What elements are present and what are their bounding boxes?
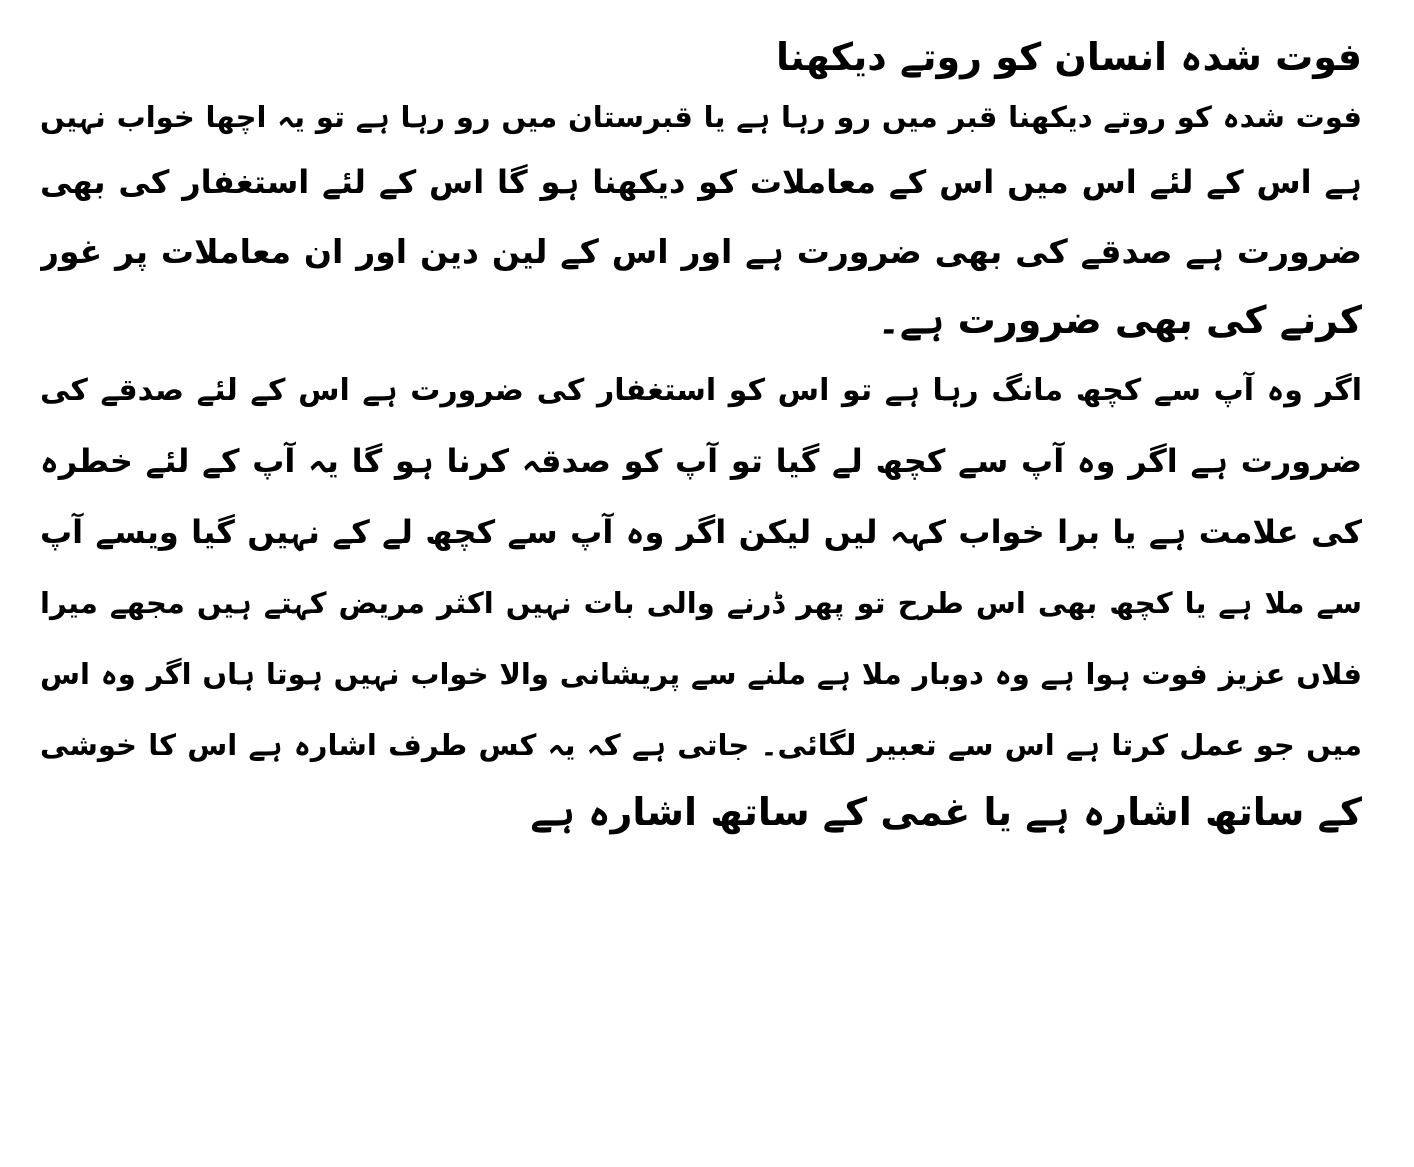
- paragraph-2-line: کی علامت ہے یا برا خواب کہہ لیں لیکن اگر وہ آپ سے کچھ لے کے نہیں گیا ویسے آپ: [40, 513, 1362, 551]
- paragraph-2-line: میں جو عمل کرتا ہے اس سے تعبیر لگائی۔ جاتی ہے کہ یہ کس طرف اشارہ ہے اس کا خوشی: [40, 728, 1362, 762]
- paragraph-2-line: فلاں عزیز فوت ہوا ہے وہ دوبار ملا ہے ملنے سے پریشانی والا خواب نہیں ہوتا ہاں اگر وہ اس: [40, 657, 1362, 691]
- paragraph-2-line: سے ملا ہے یا کچھ بھی اس طرح تو پھر ڈرنے والی بات نہیں اکثر مریض کہتے ہیں مجھے میرا: [40, 586, 1362, 620]
- paragraph-1-line: فوت شدہ کو روتے دیکھنا قبر میں رو رہا ہے یا قبرستان میں رو رہا ہے تو یہ اچھا خواب نہیں: [40, 100, 1362, 134]
- paragraph-2: [40, 355, 1362, 843]
- paragraph-2-line: کے ساتھ اشارہ ہے یا غمی کے ساتھ اشارہ ہے: [530, 790, 1362, 834]
- paragraph-1-line: ہے اس کے لئے اس میں اس کے معاملات کو دیکھنا ہو گا اس کے لئے استغفار کی بھی: [40, 163, 1362, 201]
- paragraph-1-line: ضرورت ہے صدقے کی بھی ضرورت ہے اور اس کے لین دین اور ان معاملات پر غور: [40, 232, 1362, 271]
- paragraph-1-line: کرنے کی بھی ضرورت ہے۔: [877, 298, 1362, 342]
- paragraph-1: [40, 86, 1362, 355]
- paragraph-2-line: اگر وہ آپ سے کچھ مانگ رہا ہے تو اس کو استغفار کی ضرورت ہے اس کے لئے صدقے کی: [40, 373, 1362, 408]
- document-page: [40, 28, 1362, 1159]
- article-title: فوت شدہ انسان کو روتے دیکھنا: [776, 35, 1362, 79]
- paragraph-2-line: ضرورت ہے اگر وہ آپ سے کچھ لے گیا تو آپ کو صدقہ کرنا ہو گا یہ آپ کے لئے خطرہ: [40, 442, 1362, 480]
